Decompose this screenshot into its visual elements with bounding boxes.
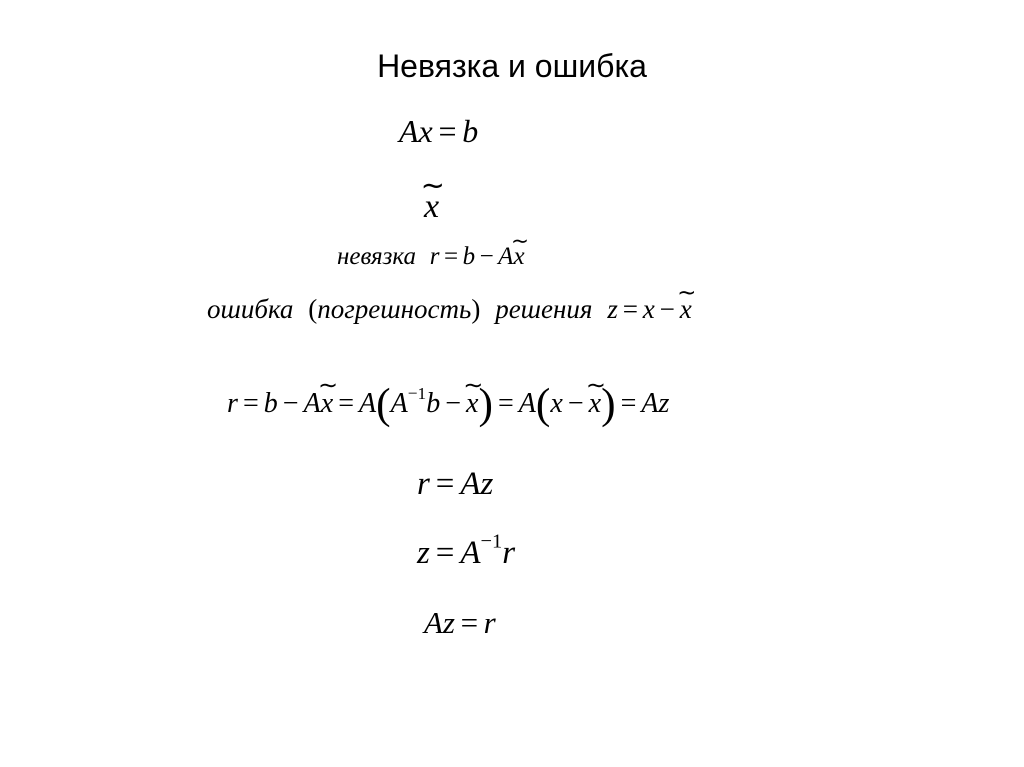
eq4-lhs: Az	[424, 605, 455, 640]
der-x-tilde-2: x ∼	[466, 390, 478, 418]
der-A-5: A	[641, 387, 659, 419]
eq3-inverse-exp: −1	[480, 530, 503, 553]
equation-az-equals-r	[424, 607, 496, 638]
der-b-2: b	[426, 387, 441, 419]
eq-system-equals: =	[438, 113, 457, 149]
residual-x-tilde: x ∼	[513, 244, 524, 269]
der-x: x	[550, 387, 563, 419]
residual-definition	[337, 244, 525, 269]
eq2-equals: =	[435, 466, 455, 502]
der-A-4: A	[518, 387, 536, 419]
eq2-r: r	[417, 466, 430, 502]
eq3-z: z	[417, 535, 430, 571]
eq3-r: r	[502, 535, 516, 571]
der-eq-2: =	[338, 387, 354, 419]
error-label-1: ошибка	[207, 294, 294, 324]
der-x-tilde-3: x ∼	[589, 390, 601, 418]
approximate-solution	[424, 190, 439, 224]
x-tilde-symbol: x ∼	[424, 190, 439, 224]
der-x-tilde-1: x ∼	[321, 390, 333, 418]
page-title: Невязка и ошибка	[377, 48, 647, 84]
der-minus-1: −	[282, 387, 299, 419]
residual-r: r	[429, 243, 440, 270]
error-label-3: решения	[495, 294, 593, 324]
der-paren-close-2: )	[601, 380, 616, 428]
eq4-equals: =	[460, 605, 479, 640]
eq3-equals: =	[435, 535, 455, 571]
der-eq-4: =	[620, 387, 637, 419]
residual-A: A	[498, 243, 514, 270]
error-z: z	[607, 294, 618, 324]
residual-minus: −	[479, 243, 494, 270]
error-x-tilde: x ∼	[680, 296, 692, 323]
residual-b: b	[462, 243, 476, 270]
error-equals: =	[622, 294, 638, 324]
der-paren-open-1: (	[376, 380, 391, 428]
derivation-equation	[227, 380, 670, 428]
residual-label: невязка	[337, 243, 416, 270]
error-label-2: погрешность	[317, 294, 472, 324]
eq2-rhs: Az	[460, 466, 494, 502]
der-eq-1: =	[242, 387, 259, 419]
error-minus: −	[659, 294, 675, 324]
der-b: b	[263, 387, 278, 419]
eq-system-rhs: b	[462, 113, 479, 149]
der-paren-open-2: (	[535, 380, 551, 428]
der-minus-3: −	[567, 387, 584, 419]
equation-system	[399, 115, 478, 147]
der-z: z	[658, 387, 670, 419]
der-paren-close-1: )	[478, 380, 493, 428]
error-paren-open: (	[308, 294, 318, 324]
der-A-3: A	[390, 387, 408, 419]
residual-equals: =	[443, 243, 459, 270]
error-x: x	[642, 294, 655, 324]
der-A-1: A	[303, 387, 321, 419]
error-definition	[207, 296, 692, 323]
der-A-2: A	[359, 387, 377, 419]
der-r: r	[227, 387, 238, 419]
error-paren-close: )	[471, 294, 481, 324]
eq-system-lhs: Ax	[399, 113, 433, 149]
der-minus-2: −	[445, 387, 462, 419]
equation-z-equals-ainv-r	[417, 530, 516, 571]
eq4-r: r	[483, 605, 496, 640]
eq3-A: A	[460, 535, 481, 571]
der-inverse-exp: −1	[407, 383, 427, 403]
equation-r-equals-az	[417, 468, 493, 501]
der-eq-3: =	[497, 387, 514, 419]
